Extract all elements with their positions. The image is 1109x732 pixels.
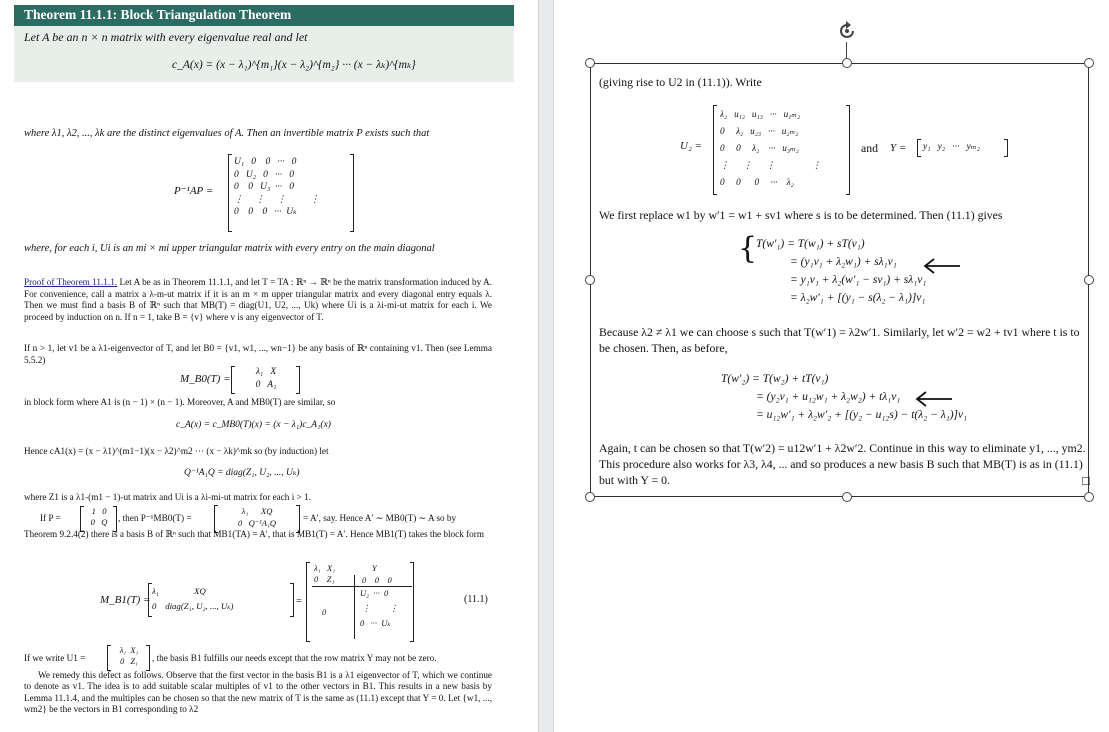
theorem-title: Theorem 11.1.1: Block Triangulation Theorem <box>24 7 292 22</box>
resize-handle-nw[interactable] <box>585 58 595 68</box>
big-matrix-row: λ₁ X₁ <box>314 563 336 573</box>
mb1-lhs: M_B1(T) = <box>100 594 151 606</box>
mb0-lhs: M_B0(T) = <box>180 373 231 385</box>
page-divider <box>538 0 554 732</box>
equals-sign: = <box>296 596 302 607</box>
bracket-right <box>1004 139 1008 157</box>
resize-handle-s[interactable] <box>842 492 852 502</box>
resize-handle-n[interactable] <box>842 58 852 68</box>
t-w1-line: = y₁v₁ + λ₂(w′₁ − sv₁) + sλ₁v₁ <box>790 274 927 286</box>
bracket-right <box>846 105 850 195</box>
resize-handle-sw[interactable] <box>585 492 595 502</box>
u2-matrix <box>720 106 850 191</box>
resize-handle-ne[interactable] <box>1084 58 1094 68</box>
bracket-left <box>231 366 235 394</box>
bracket-left <box>917 139 921 157</box>
big-matrix-u2: U₂ ··· 0 <box>360 588 389 598</box>
arrow-svg <box>920 256 962 276</box>
curly-brace: { <box>738 231 758 266</box>
bracket-right <box>350 154 354 232</box>
pm-matrix <box>218 505 296 529</box>
block-divider-h <box>312 586 412 587</box>
p-row: 1 0 <box>91 506 107 516</box>
where-z-text: where Z1 is a λ1-(m1 − 1)-ut matrix and Ui is a λi-mi-ut matrix for each i > 1. <box>24 492 311 502</box>
big-matrix-y: Y <box>372 563 377 573</box>
big-matrix-dots: ⋮ ⋮ <box>362 603 399 613</box>
mb1-matrix <box>152 584 294 614</box>
and-text: and <box>861 141 879 155</box>
u2-row: 0 0 λ₂ ··· u₃ₘ₂ <box>720 143 799 153</box>
equation-number: (11.1) <box>464 594 488 605</box>
theorem-where-each: where, for each i, Ui is an mi × mi upper triangular matrix with every entry on the main diagonal <box>24 243 435 254</box>
big-matrix-uk: 0 ··· Uₖ <box>360 618 391 628</box>
block-matrix-row: 0 0 0 ··· Uₖ <box>234 207 297 218</box>
proof-text-1: Let A be as in Theorem 11.1.1, and let T = TA : ℝⁿ → ℝⁿ be the matrix transformation induced by A. For convenience, call a matrix a λ-m-ut matrix if it is an m × m upper triangular matrix and every diagonal entry equals λ. Then we must find a basis B of ℝⁿ such that MB(T) = diag(U1, U2, ..., Uk) where Ui is a λi-mi-ut matrix for each i. We proceed by induction on n. If n = 1, take B = {v} where v is any eigenvector of T. <box>24 277 492 322</box>
big-matrix-row: 0 Z₁ <box>314 574 335 584</box>
qed-symbol: □ <box>1082 473 1090 488</box>
replace-text: We first replace w1 by w′1 = w1 + sv1 where s is to be determined. Then (11.1) gives <box>599 208 1003 222</box>
bracket-left <box>306 562 310 642</box>
remedy-text: We remedy this defect as follows. Observe that the first vector in the basis B1 is a λ1 eigenvector of T, which we continue to denote as v1. The idea is to add suitable scalar multiples of v1 to the other vectors in B1. This results in a new basis by Lemma 11.1.4, and the multiples can be chosen so that the new matrix of T is the same as (11.1) except that Y = 0. Let {w1, ..., wm2} be the vectors in B1 corresponding to λ2 <box>24 670 492 715</box>
because-text: Because λ2 ≠ λ1 we can choose s such that T(w′1) = λ2w′1. Similarly, let w′2 = w2 + tv1 where t is to be chosen. Then, as before, <box>599 325 1080 355</box>
proof-paragraph-1 <box>24 277 492 323</box>
block-matrix-row: 0 U₂ 0 ··· 0 <box>234 169 295 180</box>
tail-text: = A′, say. Hence A′ ∼ MB0(T) ∼ A so by <box>303 513 457 523</box>
block-matrix-row: ⋮ ⋮ ⋮ ⋮ <box>234 194 320 205</box>
u2-row: λ₂ u₁₂ u₁₃ ··· u₁ₘ₂ <box>720 109 801 119</box>
t-w2-line: T(w′₂) = T(w₂) + tT(v₁) <box>721 373 829 385</box>
u2-row: 0 λ₂ u₂₃ ··· u₂ₘ₂ <box>720 126 799 136</box>
t-w2-line: = u₁₂w′₁ + λ₂w′₂ + [(y₂ − u₁₂s) − t(λ₂ − λ₁)]v₁ <box>756 409 968 421</box>
char-poly: c_A(x) = (x − λ₁)^{m₁}(x − λ₂)^{m₂} ··· (x − λₖ)^{mₖ} <box>172 59 416 71</box>
pm-row: λ₁ XQ <box>241 506 273 516</box>
mb0-matrix <box>236 366 296 391</box>
giving-text: (giving rise to U2 in (11.1)). Write <box>599 75 762 89</box>
u1-matrix <box>111 645 147 667</box>
p-row: 0 Q <box>90 517 108 527</box>
resize-handle-w[interactable] <box>585 275 595 285</box>
theorem-ref-text: Theorem 9.2.4(2) there is a basis B of ℝⁿ such that MB1(TA) = A′, that is MB1(T) = A′. Hence MB1(T) takes the block form <box>24 529 484 539</box>
bracket-right <box>296 366 300 394</box>
mb0-row: 0 A₁ <box>255 379 277 390</box>
resize-handle-e[interactable] <box>1084 275 1094 285</box>
y-lhs: Y = <box>890 142 907 154</box>
mb1-row: λ₁ XQ <box>152 586 206 596</box>
again-text: Again, t can be chosen so that T(w′2) = u12w′1 + λ2w′2. Continue in this way to eliminate y1, ..., ym2. This procedure also works for λ3, λ4, ... and so produces a new basis B such that MB(T) is as in (11.1) but with Y = 0. <box>599 441 1086 487</box>
big-matrix-zero-block: 0 <box>322 607 327 617</box>
u1-row: 0 Z₁ <box>120 657 138 666</box>
annotation-arrow-icon <box>920 256 962 281</box>
big-matrix <box>312 563 412 639</box>
pm-row: 0 Q⁻¹A₁Q <box>237 518 277 528</box>
block-matrix <box>234 156 354 219</box>
arrow-svg <box>912 389 954 409</box>
mb0-row: λ₁ X <box>255 367 277 377</box>
u2-row: ⋮ ⋮ ⋮ ⋮ <box>720 160 822 170</box>
t-w2-line: = (y₂v₁ + u₁₂w₁ + λ₂w₂) + tλ₁v₁ <box>756 391 901 403</box>
p-matrix <box>84 506 114 528</box>
bracket-right <box>290 583 294 617</box>
p-inv-ap-label: P⁻¹AP = <box>174 185 214 197</box>
basis-text: , the basis B1 fulfills our needs except that the row matrix Y may not be zero. <box>152 653 437 663</box>
block-divider-v <box>354 575 355 639</box>
y-row: y₁ y₂ ··· yₘ₂ <box>923 142 980 152</box>
u2-lhs: U₂ = <box>680 140 702 152</box>
bracket-right <box>146 645 150 671</box>
q-relation: Q⁻¹A₁Q = diag(Z₁, U₂, ..., Uₖ) <box>184 468 300 478</box>
u1-row: λ₁ X₁ <box>119 646 139 655</box>
block-form-text: in block form where A1 is (n − 1) × (n − 1). Moreover, A and MB0(T) are similar, so <box>24 397 336 407</box>
proof-paragraph-2: If n > 1, let v1 be a λ1-eigenvector of T, and let B0 = {v1, w1, ..., wn−1} be any basis of ℝⁿ containing v1. Then (see Lemma 5.5.2) <box>24 343 492 365</box>
proof-link[interactable]: Proof of Theorem 11.1.1. <box>24 277 118 287</box>
block-matrix-row: U₁ 0 0 ··· 0 <box>234 157 297 167</box>
then-text: , then P⁻¹MB0(T) = <box>118 513 192 523</box>
t-w1-line: = λ₂w′₁ + [(y₁ − s(λ₂ − λ₁)]v₁ <box>790 292 926 304</box>
t-w1-line: = (y₁v₁ + λ₂w₁) + sλ₁v₁ <box>790 256 897 268</box>
theorem-where: where λ1, λ2, ..., λk are the distinct eigenvalues of A. Then an invertible matrix P exists such that <box>24 128 430 139</box>
t-w1-line: T(w′₁) = T(w₁) + sT(v₁) <box>756 238 865 250</box>
rotate-handle-svg <box>835 19 859 43</box>
mb1-row: 0 diag(Z₁, U₂, ..., Uₖ) <box>152 601 234 611</box>
annotation-arrow-icon <box>912 389 954 414</box>
block-matrix-row: 0 0 U₃ ··· 0 <box>234 182 295 193</box>
big-matrix-zeros: 0 0 0 <box>362 575 392 585</box>
if-p-text: If P = <box>40 513 61 523</box>
if-write-text: If we write U1 = <box>24 653 86 663</box>
bracket-right <box>410 562 414 642</box>
u2-row: 0 0 0 ··· λ₂ <box>720 177 794 187</box>
bracket-left <box>228 154 232 232</box>
theorem-intro: Let A be an n × n matrix with every eigenvalue real and let <box>24 30 308 44</box>
resize-handle-se[interactable] <box>1084 492 1094 502</box>
hence-text: Hence cA1(x) = (x − λ1)^(m1−1)(x − λ2)^m2 ··· (x − λk)^mk so (by induction) let <box>24 446 329 456</box>
bracket-left <box>713 105 717 195</box>
rotate-handle-icon[interactable] <box>835 19 859 43</box>
char-relation: c_A(x) = c_MB0(T)(x) = (x − λ₁)c_A₁(x) <box>176 420 331 430</box>
